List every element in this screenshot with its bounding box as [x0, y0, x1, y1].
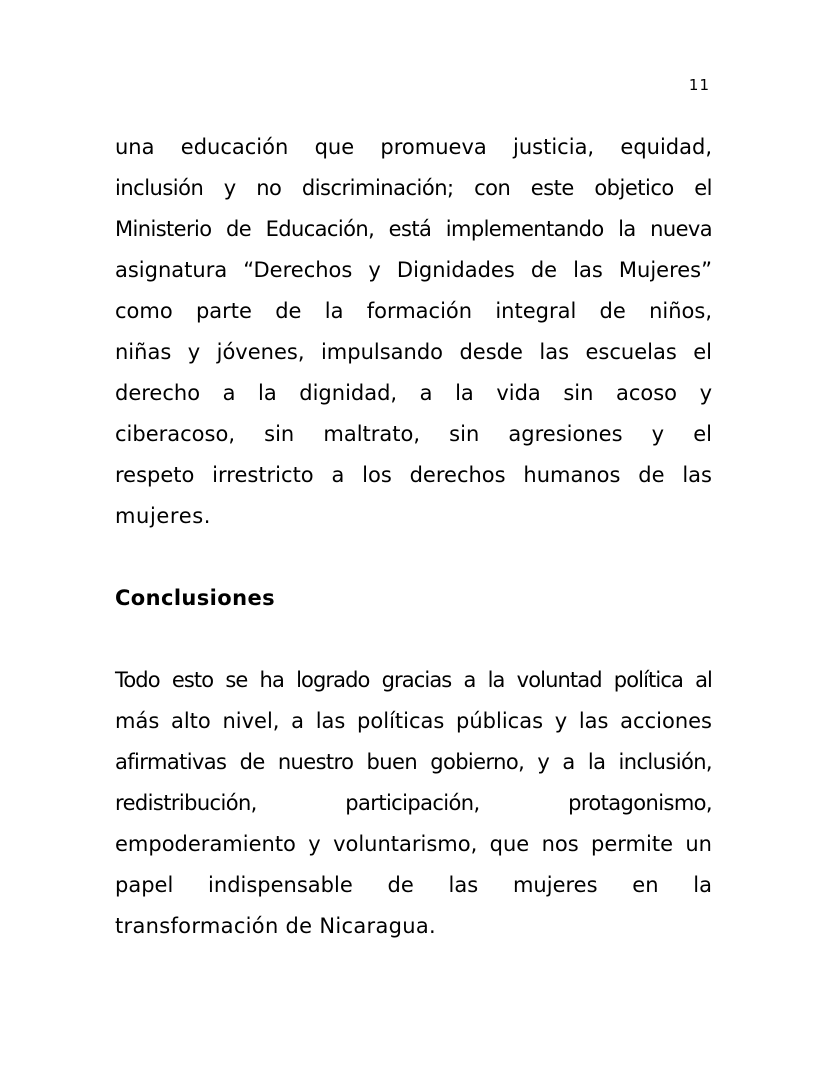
- paragraph-line: Todo esto se ha logrado gracias a la voluntad política al: [115, 668, 712, 692]
- paragraph-line: inclusión y no discriminación; con este objetico el: [115, 176, 712, 200]
- body-paragraph: [115, 127, 712, 537]
- paragraph-line: más alto nivel, a las políticas públicas y las acciones: [115, 709, 712, 733]
- paragraph-line: asignatura “Derechos y Dignidades de las Mujeres”: [115, 258, 712, 282]
- body-paragraph: [115, 660, 712, 947]
- section-heading: Conclusiones: [115, 586, 276, 610]
- paragraph-line: papel indispensable de las mujeres en la: [115, 873, 712, 897]
- page-number: 11: [688, 76, 710, 94]
- paragraph-line: redistribución, participación, protagonismo,: [115, 791, 712, 815]
- paragraph-line: una educación que promueva justicia, equidad,: [115, 135, 712, 159]
- paragraph-line: mujeres.: [115, 504, 212, 528]
- paragraph-line: ciberacoso, sin maltrato, sin agresiones y el: [115, 422, 712, 446]
- paragraph-line: como parte de la formación integral de niños,: [115, 299, 712, 323]
- paragraph-line: empoderamiento y voluntarismo, que nos permite un: [115, 832, 712, 856]
- paragraph-line: niñas y jóvenes, impulsando desde las escuelas el: [115, 340, 712, 364]
- paragraph-line: transformación de Nicaragua.: [115, 914, 437, 938]
- paragraph-line: afirmativas de nuestro buen gobierno, y a la inclusión,: [115, 750, 712, 774]
- paragraph-line: derecho a la dignidad, a la vida sin acoso y: [115, 381, 712, 405]
- document-body: [115, 127, 712, 947]
- paragraph-line: respeto irrestricto a los derechos humanos de las: [115, 463, 712, 487]
- paragraph-line: Ministerio de Educación, está implementando la nueva: [115, 217, 712, 241]
